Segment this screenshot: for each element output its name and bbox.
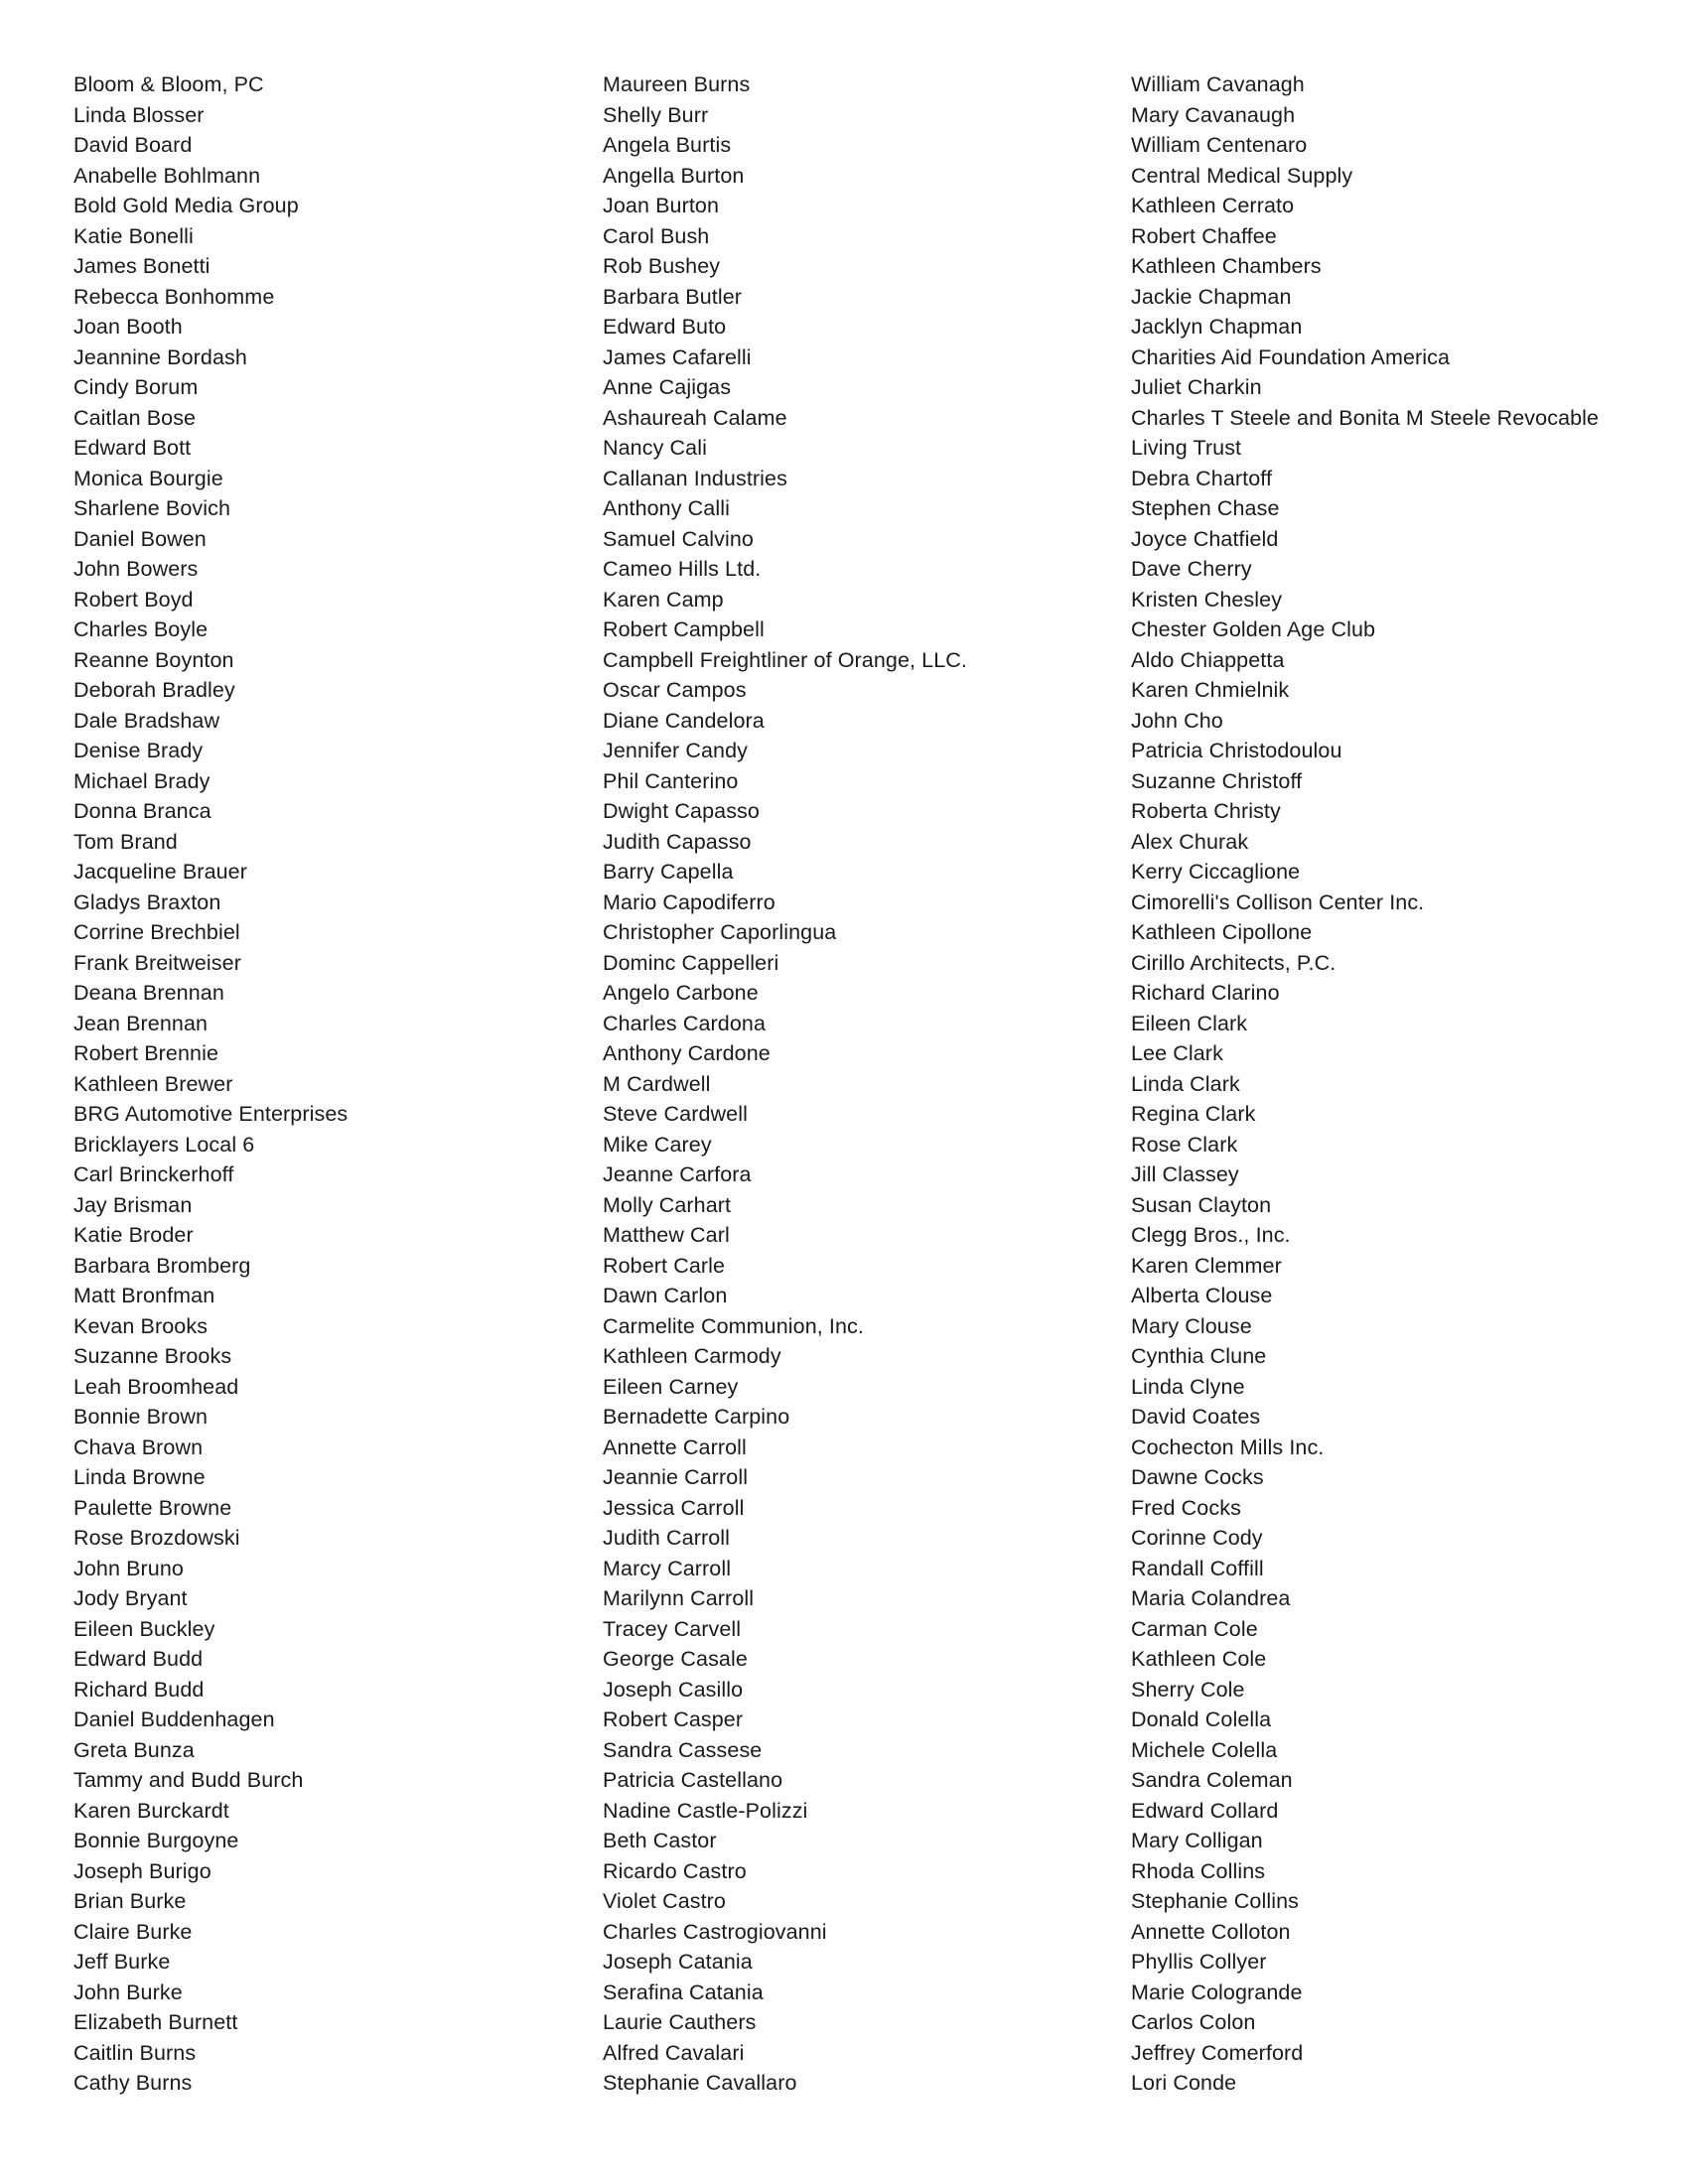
donor-name: Barry Capella bbox=[603, 860, 734, 884]
donor-name: Marie Cologrande bbox=[1131, 1979, 1303, 2004]
donor-name: David Board bbox=[73, 133, 193, 157]
donor-name: Brian Burke bbox=[73, 1889, 187, 1913]
donor-name: Dawne Cocks bbox=[1131, 1465, 1264, 1489]
donor-name: Jody Bryant bbox=[73, 1586, 188, 1610]
donor-name: Robert Campbell bbox=[603, 617, 765, 641]
donor-name: Sandra Cassese bbox=[603, 1737, 763, 1762]
donor-name: Joyce Chatfield bbox=[1131, 526, 1279, 551]
donor-name: Kathleen Chambers bbox=[1131, 254, 1322, 278]
donor-name: Campbell Freightliner of Orange, LLC. bbox=[603, 647, 967, 672]
donor-name: Matt Bronfman bbox=[73, 1284, 215, 1307]
donor-name: Ricardo Castro bbox=[603, 1858, 747, 1883]
donor-name: Jessica Carroll bbox=[603, 1495, 745, 1520]
donor-name: Roberta Christy bbox=[1131, 799, 1281, 823]
name-column-1 bbox=[73, 69, 570, 2099]
donor-name: Deborah Bradley bbox=[73, 678, 235, 702]
donor-name: Robert Boyd bbox=[73, 587, 194, 612]
donor-name: Clegg Bros., Inc. bbox=[1131, 1223, 1291, 1247]
name-column-2 bbox=[603, 69, 1099, 2099]
donor-name: Patricia Castellano bbox=[603, 1768, 783, 1792]
donor-name: Jeffrey Comerford bbox=[1131, 2040, 1304, 2065]
donor-name: Linda Clyne bbox=[1131, 1374, 1245, 1399]
donor-name: Caitlin Burns bbox=[73, 2040, 197, 2065]
donor-name: Samuel Calvino bbox=[603, 526, 754, 551]
donor-name: Robert Casper bbox=[603, 1707, 744, 1731]
donor-name: George Casale bbox=[603, 1647, 748, 1671]
donor-name: Cirillo Architects, P.C. bbox=[1131, 950, 1336, 975]
donor-name: David Coates bbox=[1131, 1405, 1261, 1429]
donor-name: Maureen Burns bbox=[603, 72, 751, 96]
donor-name: Carman Cole bbox=[1131, 1616, 1258, 1641]
donor-name: Cameo Hills Ltd. bbox=[603, 557, 762, 581]
donor-name: M Cardwell bbox=[603, 1071, 711, 1096]
donor-name: Alberta Clouse bbox=[1131, 1284, 1273, 1307]
donor-name: Tammy and Budd Burch bbox=[73, 1768, 304, 1792]
donor-name: Maria Colandrea bbox=[1131, 1586, 1291, 1610]
donor-name: Joan Booth bbox=[73, 315, 183, 339]
donor-name: Katie Broder bbox=[73, 1223, 194, 1247]
donor-name: James Bonetti bbox=[73, 254, 211, 278]
donor-name: John Bruno bbox=[73, 1556, 184, 1580]
donor-name: Edward Bott bbox=[73, 436, 192, 460]
donor-name: Elizabeth Burnett bbox=[73, 2010, 238, 2034]
donor-name: Carol Bush bbox=[603, 223, 710, 248]
donor-name: Chester Golden Age Club bbox=[1131, 617, 1376, 641]
donor-name: Alfred Cavalari bbox=[603, 2040, 745, 2065]
donor-name: Angella Burton bbox=[603, 163, 745, 188]
donor-name: Linda Browne bbox=[73, 1465, 206, 1489]
donor-name: Edward Collard bbox=[1131, 1798, 1279, 1823]
donor-name: Dale Bradshaw bbox=[73, 708, 220, 733]
donor-name: Edward Buto bbox=[603, 315, 727, 339]
donor-name: Stephanie Collins bbox=[1131, 1889, 1300, 1913]
donor-name: Katie Bonelli bbox=[73, 223, 194, 248]
donor-name: Rose Clark bbox=[1131, 1132, 1238, 1157]
donor-name: Kerry Ciccaglione bbox=[1131, 860, 1301, 884]
donor-name: Mary Cavanaugh bbox=[1131, 102, 1296, 127]
donor-name: Eileen Buckley bbox=[73, 1616, 215, 1641]
donor-name: Bonnie Brown bbox=[73, 1405, 209, 1429]
donor-name: Jeannine Bordash bbox=[73, 344, 247, 369]
donor-name: Leah Broomhead bbox=[73, 1374, 239, 1399]
donor-name: Carmelite Communion, Inc. bbox=[603, 1313, 864, 1338]
donor-name: Denise Brady bbox=[73, 739, 204, 762]
donor-name: Jay Brisman bbox=[73, 1192, 193, 1217]
donor-name: Marcy Carroll bbox=[603, 1556, 732, 1580]
donor-name: Linda Blosser bbox=[73, 102, 205, 127]
donor-name: Callanan Industries bbox=[603, 466, 787, 490]
donor-name: Eileen Carney bbox=[603, 1374, 739, 1399]
donor-name: Cochecton Mills Inc. bbox=[1131, 1434, 1325, 1459]
donor-name: Rebecca Bonhomme bbox=[73, 284, 275, 309]
donor-name: Kathleen Cerrato bbox=[1131, 194, 1295, 217]
donor-name: Dominc Cappelleri bbox=[603, 950, 779, 975]
donor-name: Eileen Clark bbox=[1131, 1011, 1248, 1035]
donor-name: Corinne Cody bbox=[1131, 1526, 1263, 1550]
donor-name: Reanne Boynton bbox=[73, 647, 234, 672]
donor-name: Charles Castrogiovanni bbox=[603, 1919, 827, 1944]
donor-name: Phyllis Collyer bbox=[1131, 1950, 1267, 1974]
donor-name: Jeannie Carroll bbox=[603, 1465, 749, 1489]
donor-name: Daniel Bowen bbox=[73, 526, 207, 551]
donor-name: Anthony Calli bbox=[603, 496, 730, 520]
donor-name: Stephen Chase bbox=[1131, 496, 1280, 520]
donor-name: Karen Chmielnik bbox=[1131, 678, 1290, 702]
donor-name: Claire Burke bbox=[73, 1919, 193, 1944]
donor-name: Stephanie Cavallaro bbox=[603, 2071, 797, 2095]
donor-name: Annette Colloton bbox=[1131, 1919, 1291, 1944]
donor-name: Donna Branca bbox=[73, 799, 211, 823]
donor-name: Robert Chaffee bbox=[1131, 223, 1277, 248]
donor-name: Michele Colella bbox=[1131, 1737, 1278, 1762]
donor-name: Shelly Burr bbox=[603, 102, 709, 127]
donor-name: Jacklyn Chapman bbox=[1131, 315, 1303, 339]
donor-name: Kathleen Cole bbox=[1131, 1647, 1267, 1671]
donor-name: Serafina Catania bbox=[603, 1979, 764, 2004]
donor-name: Angelo Carbone bbox=[603, 981, 759, 1005]
donor-name: Tracey Carvell bbox=[603, 1616, 742, 1641]
donor-name: Cynthia Clune bbox=[1131, 1344, 1267, 1368]
donor-name: Judith Carroll bbox=[603, 1526, 731, 1550]
donor-name: Frank Breitweiser bbox=[73, 950, 241, 975]
donor-name: Daniel Buddenhagen bbox=[73, 1707, 275, 1731]
donor-name: Carlos Colon bbox=[1131, 2010, 1256, 2034]
donor-name: Richard Budd bbox=[73, 1677, 205, 1702]
donor-name: Mary Clouse bbox=[1131, 1313, 1252, 1338]
donor-name: Linda Clark bbox=[1131, 1071, 1240, 1096]
donor-name: Bricklayers Local 6 bbox=[73, 1132, 255, 1157]
donor-name: Robert Brennie bbox=[73, 1041, 219, 1065]
donor-name: Chava Brown bbox=[73, 1434, 204, 1459]
donor-name: Bernadette Carpino bbox=[603, 1405, 790, 1429]
donor-name: Donald Colella bbox=[1131, 1707, 1272, 1731]
donor-name: Regina Clark bbox=[1131, 1102, 1256, 1126]
donor-name: Bonnie Burgoyne bbox=[73, 1829, 239, 1852]
donor-name: James Cafarelli bbox=[603, 344, 752, 369]
donor-name: Annette Carroll bbox=[603, 1434, 747, 1459]
donor-name: Cindy Borum bbox=[73, 375, 199, 399]
donor-name: Barbara Butler bbox=[603, 284, 743, 309]
donor-name: Phil Canterino bbox=[603, 768, 739, 793]
donor-name: Karen Camp bbox=[603, 587, 724, 612]
donor-name: Cathy Burns bbox=[73, 2071, 193, 2095]
donor-name: Central Medical Supply bbox=[1131, 163, 1353, 188]
donor-name: Debra Chartoff bbox=[1131, 466, 1273, 490]
donor-name: Dwight Capasso bbox=[603, 799, 760, 823]
donor-name: Caitlan Bose bbox=[73, 405, 197, 430]
donor-name: Kathleen Cipollone bbox=[1131, 920, 1313, 944]
donor-name: Rose Brozdowski bbox=[73, 1526, 240, 1550]
donor-name: Tom Brand bbox=[73, 829, 178, 854]
donor-name: Edward Budd bbox=[73, 1647, 204, 1671]
donor-name: Robert Carle bbox=[603, 1253, 726, 1278]
donor-name: William Centenaro bbox=[1131, 133, 1308, 157]
donor-name: Diane Candelora bbox=[603, 708, 765, 733]
donor-name: Randall Coffill bbox=[1131, 1556, 1264, 1580]
donor-name: Matthew Carl bbox=[603, 1223, 730, 1247]
donor-name: Mario Capodiferro bbox=[603, 889, 775, 914]
donor-name: Fred Cocks bbox=[1131, 1495, 1241, 1520]
donor-name: Violet Castro bbox=[603, 1889, 726, 1913]
donor-name: Juliet Charkin bbox=[1131, 375, 1262, 399]
donor-name: Carl Brinckerhoff bbox=[73, 1162, 234, 1186]
donor-name: Susan Clayton bbox=[1131, 1192, 1272, 1217]
donor-name: Paulette Browne bbox=[73, 1495, 232, 1520]
donor-name: Greta Bunza bbox=[73, 1737, 195, 1762]
donor-name: Gladys Braxton bbox=[73, 889, 221, 914]
donor-name: Aldo Chiappetta bbox=[1131, 647, 1285, 672]
donor-name: Monica Bourgie bbox=[73, 466, 223, 490]
donor-name: Dawn Carlon bbox=[603, 1284, 728, 1307]
donor-name: Marilynn Carroll bbox=[603, 1586, 755, 1610]
donor-name: Charles T Steele and Bonita M Steele Revocable bbox=[1131, 405, 1600, 430]
donor-name: Bold Gold Media Group bbox=[73, 194, 299, 217]
donor-name: Angela Burtis bbox=[603, 133, 732, 157]
donor-name: Sandra Coleman bbox=[1131, 1768, 1293, 1792]
donor-name: Sharlene Bovich bbox=[73, 496, 231, 520]
donor-name: Dave Cherry bbox=[1131, 557, 1252, 581]
donor-name: William Cavanagh bbox=[1131, 72, 1305, 96]
donor-name: Anthony Cardone bbox=[603, 1041, 771, 1065]
donor-name: Kevan Brooks bbox=[73, 1313, 209, 1338]
donor-name: Christopher Caporlingua bbox=[603, 920, 837, 944]
donor-name: Jeanne Carfora bbox=[603, 1162, 752, 1186]
donor-name: Jacqueline Brauer bbox=[73, 860, 248, 884]
donor-name: Suzanne Brooks bbox=[73, 1344, 232, 1368]
donor-name: Charles Boyle bbox=[73, 617, 209, 641]
donor-name: Lee Clark bbox=[1131, 1041, 1223, 1065]
donor-name: Barbara Bromberg bbox=[73, 1253, 251, 1278]
donor-name: Joseph Catania bbox=[603, 1950, 753, 1974]
donor-name: Ashaureah Calame bbox=[603, 405, 787, 430]
donor-name: Sherry Cole bbox=[1131, 1677, 1245, 1702]
donor-name: Karen Burckardt bbox=[73, 1798, 229, 1823]
donor-name: Suzanne Christoff bbox=[1131, 768, 1303, 793]
donor-name: Cimorelli's Collison Center Inc. bbox=[1131, 889, 1425, 914]
name-column-3 bbox=[1131, 69, 1667, 2099]
donor-name: Bloom & Bloom, PC bbox=[73, 72, 264, 96]
donor-name: Kathleen Brewer bbox=[73, 1071, 233, 1096]
donor-name: Mary Colligan bbox=[1131, 1829, 1263, 1852]
donor-name: Alex Churak bbox=[1131, 829, 1249, 854]
donor-name: Richard Clarino bbox=[1131, 981, 1280, 1005]
donor-name: Jeff Burke bbox=[73, 1950, 171, 1974]
donor-name: Michael Brady bbox=[73, 768, 211, 793]
donor-name: Judith Capasso bbox=[603, 829, 752, 854]
donor-name: Joan Burton bbox=[603, 194, 720, 217]
donor-name: Beth Castor bbox=[603, 1829, 717, 1852]
donor-name: Charles Cardona bbox=[603, 1011, 767, 1035]
donor-name: BRG Automotive Enterprises bbox=[73, 1102, 349, 1126]
donor-name: John Burke bbox=[73, 1979, 183, 2004]
donor-name: Jackie Chapman bbox=[1131, 284, 1292, 309]
donor-name: Steve Cardwell bbox=[603, 1102, 748, 1126]
donor-name: Patricia Christodoulou bbox=[1131, 739, 1342, 762]
donor-name: Karen Clemmer bbox=[1131, 1253, 1282, 1278]
donor-name: Laurie Cauthers bbox=[603, 2010, 757, 2034]
donor-name: Living Trust bbox=[1131, 436, 1242, 460]
donor-name: Molly Carhart bbox=[603, 1192, 732, 1217]
donor-name: Deana Brennan bbox=[73, 981, 224, 1005]
donor-name: Charities Aid Foundation America bbox=[1131, 344, 1451, 369]
donor-name: Oscar Campos bbox=[603, 678, 747, 702]
donor-name: Mike Carey bbox=[603, 1132, 712, 1157]
donor-name: Kathleen Carmody bbox=[603, 1344, 781, 1368]
donor-name: John Bowers bbox=[73, 557, 199, 581]
donor-name: John Cho bbox=[1131, 708, 1223, 733]
donor-name: Kristen Chesley bbox=[1131, 587, 1283, 612]
donor-name: Rob Bushey bbox=[603, 254, 721, 278]
donor-name: Jennifer Candy bbox=[603, 739, 749, 762]
donor-name: Joseph Casillo bbox=[603, 1677, 744, 1702]
donor-name: Joseph Burigo bbox=[73, 1858, 211, 1883]
donor-name: Corrine Brechbiel bbox=[73, 920, 240, 944]
donor-name: Rhoda Collins bbox=[1131, 1858, 1266, 1883]
donor-name: Jill Classey bbox=[1131, 1162, 1239, 1186]
donor-name: Nancy Cali bbox=[603, 436, 707, 460]
donor-name: Jean Brennan bbox=[73, 1011, 209, 1035]
donor-name: Anabelle Bohlmann bbox=[73, 163, 261, 188]
donor-name: Anne Cajigas bbox=[603, 375, 732, 399]
donor-name: Nadine Castle-Polizzi bbox=[603, 1798, 808, 1823]
donor-name: Lori Conde bbox=[1131, 2071, 1237, 2095]
